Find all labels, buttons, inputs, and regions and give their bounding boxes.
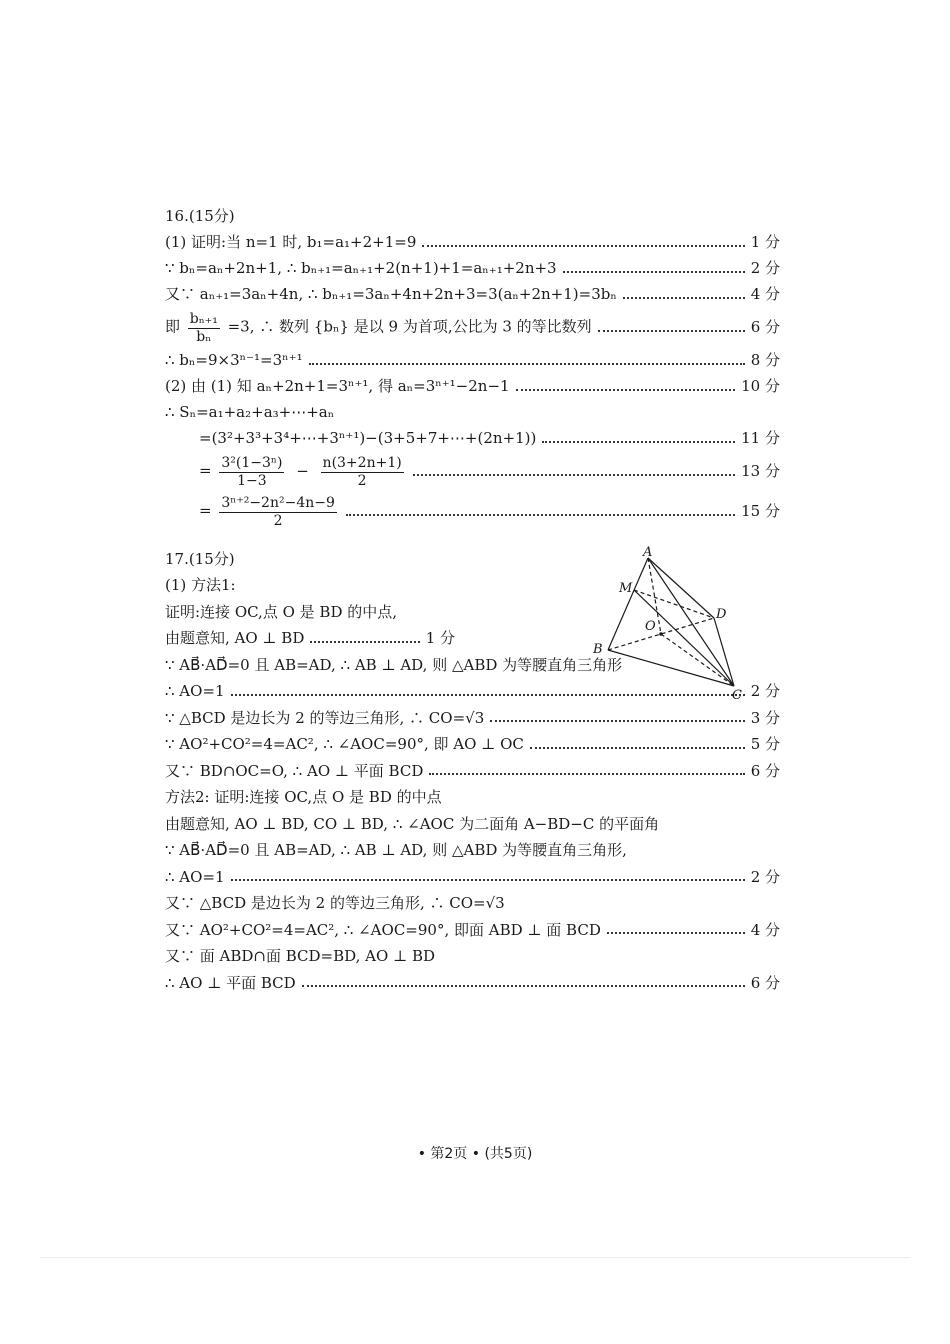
fraction: $\frac{n(3+2n+1)}{2}$ bbox=[322, 455, 402, 489]
divider bbox=[40, 1257, 910, 1258]
score: 13 分 bbox=[741, 462, 780, 481]
fraction: $\frac{\text{3²(1−3ⁿ)}}{1-3}$ bbox=[221, 455, 283, 489]
score: 11 分 bbox=[741, 429, 780, 448]
score: 4 分 bbox=[750, 285, 780, 304]
q17-m1-line-2: 由题意知, AO ⊥ BD 1 分 bbox=[165, 629, 455, 648]
leader-dots bbox=[623, 297, 745, 299]
leader-dots bbox=[231, 879, 745, 881]
leader-dots bbox=[309, 363, 745, 365]
q17-m2-line-6: 又∵ AO²+CO²=4=AC², ∴ ∠AOC=90°, 即面 ABD ⊥ 面 BCD 4 分 bbox=[165, 920, 780, 939]
leader-dots bbox=[598, 330, 745, 332]
page-footer: • 第2页 • (共5页) bbox=[417, 1146, 533, 1162]
q17-m1-line-6: ∵ AO²+CO²=4=AC², ∴ ∠AOC=90°, 即 AO ⊥ OC 5 分 bbox=[165, 735, 780, 754]
point-O bbox=[659, 632, 663, 636]
q16-line-1: (1) 证明:当 n=1 时, b₁=a₁+2+1=9 1 分 bbox=[165, 233, 780, 252]
label-M: M bbox=[619, 581, 633, 596]
edge-AD bbox=[648, 558, 714, 618]
leader-dots bbox=[542, 441, 735, 443]
q16-title: 16.(15分) bbox=[165, 207, 235, 226]
score: 6 分 bbox=[750, 761, 780, 780]
leader-dots bbox=[302, 985, 745, 987]
q17-m2-line-1: 方法2: 证明:连接 OC,点 O 是 BD 的中点 bbox=[165, 788, 442, 807]
label-O: O bbox=[645, 619, 656, 634]
q17-m2-line-4: ∴ AO=1 2 分 bbox=[165, 867, 780, 886]
q17-m2-line-2: 由题意知, AO ⊥ BD, CO ⊥ BD, ∴ ∠AOC 为二面角 A−BD−C 的平面角 bbox=[165, 814, 660, 833]
score: 6 分 bbox=[750, 973, 780, 992]
leader-dots bbox=[516, 389, 736, 391]
q17-m1-line-7: 又∵ BD∩OC=O, ∴ AO ⊥ 平面 BCD 6 分 bbox=[165, 761, 780, 780]
leader-dots bbox=[429, 773, 744, 775]
leader-dots bbox=[413, 474, 735, 476]
leader-dots bbox=[310, 641, 419, 643]
score: 2 分 bbox=[750, 682, 780, 701]
q16-line-10: = $\frac{\text{3ⁿ⁺²−2n²−4n−9}}{2}$ 15 分 bbox=[199, 495, 780, 529]
q16-line-5: ∴ bₙ=9×3ⁿ⁻¹=3ⁿ⁺¹ 8 分 bbox=[165, 351, 780, 370]
leader-dots bbox=[530, 747, 745, 749]
q17-method1-heading: (1) 方法1: bbox=[165, 576, 236, 595]
q17-m1-line-4: ∴ AO=1 2 分 bbox=[165, 682, 780, 701]
score: 3 分 bbox=[750, 708, 780, 727]
q17-title: 17.(15分) bbox=[165, 549, 235, 568]
leader-dots bbox=[563, 271, 745, 273]
score: 5 分 bbox=[750, 735, 780, 754]
q16-line-7: ∴ Sₙ=a₁+a₂+a₃+⋯+aₙ bbox=[165, 403, 335, 422]
q16-line-9: = $\frac{\text{3²(1−3ⁿ)}}{1-3}$ − $\frac{n(3+2n+1)}{2}$ 13 分 bbox=[199, 455, 780, 489]
score: 6 分 bbox=[750, 318, 780, 337]
q17-m2-line-3: ∵ AB⃗·AD⃗=0 且 AB=AD, ∴ AB ⊥ AD, 则 △ABD 为等腰直角三角形, bbox=[165, 841, 627, 860]
edge-AC bbox=[648, 558, 734, 686]
label-D: D bbox=[716, 607, 727, 622]
score: 2 分 bbox=[750, 867, 780, 886]
q16-line-3: 又∵ aₙ₊₁=3aₙ+4n, ∴ bₙ₊₁=3aₙ+4n+2n+3=3(aₙ+2n+1)=3bₙ 4 分 bbox=[165, 285, 780, 304]
q17-m1-line-1: 证明:连接 OC,点 O 是 BD 的中点, bbox=[165, 602, 398, 621]
q17-m2-line-8: ∴ AO ⊥ 平面 BCD 6 分 bbox=[165, 973, 780, 992]
q17-m2-line-7: 又∵ 面 ABD∩面 BCD=BD, AO ⊥ BD bbox=[165, 947, 436, 966]
q16-line-6: (2) 由 (1) 知 aₙ+2n+1=3ⁿ⁺¹, 得 aₙ=3ⁿ⁺¹−2n−1 10 分 bbox=[165, 377, 780, 396]
score: 1 分 bbox=[425, 629, 455, 648]
edge-MD bbox=[634, 590, 714, 618]
q17-m1-line-5: ∵ △BCD 是边长为 2 的等边三角形, ∴ CO=√3 3 分 bbox=[165, 708, 780, 727]
q17-m2-line-5: 又∵ △BCD 是边长为 2 的等边三角形, ∴ CO=√3 bbox=[165, 894, 505, 913]
score: 1 分 bbox=[750, 233, 780, 252]
score: 15 分 bbox=[741, 502, 780, 521]
q16-line-4: 即 $\frac{\text{bₙ₊₁}}{\text{bₙ}}$ =3, ∴ 数列 {bₙ} 是以 9 为首项,公比为 3 的等比数列 6 分 bbox=[165, 311, 780, 345]
leader-dots bbox=[490, 720, 744, 722]
q17-m1-line-3: ∵ AB⃗·AD⃗=0 且 AB=AD, ∴ AB ⊥ AD, 则 △ABD 为等腰直角三角形 bbox=[165, 655, 623, 674]
score: 10 分 bbox=[741, 377, 780, 396]
fraction: $\frac{\text{3ⁿ⁺²−2n²−4n−9}}{2}$ bbox=[221, 495, 335, 529]
score: 2 分 bbox=[750, 259, 780, 278]
label-A: A bbox=[643, 546, 653, 560]
fraction: $\frac{\text{bₙ₊₁}}{\text{bₙ}}$ bbox=[189, 311, 218, 345]
q16-line-8: =(3²+3³+3⁴+⋯+3ⁿ⁺¹)−(3+5+7+⋯+(2n+1)) 11 分 bbox=[199, 429, 780, 448]
tetrahedron-figure bbox=[588, 546, 748, 706]
label-C: C bbox=[732, 688, 742, 703]
leader-dots bbox=[346, 514, 735, 516]
leader-dots bbox=[607, 932, 745, 934]
edge-AB bbox=[608, 558, 648, 650]
score: 4 分 bbox=[750, 920, 780, 939]
edge-OC bbox=[661, 634, 734, 686]
score: 8 分 bbox=[750, 351, 780, 370]
leader-dots bbox=[422, 245, 744, 247]
label-B: B bbox=[593, 642, 603, 657]
q16-line-2: ∵ bₙ=aₙ+2n+1, ∴ bₙ₊₁=aₙ₊₁+2(n+1)+1=aₙ₊₁+2n+3 2 分 bbox=[165, 259, 780, 278]
